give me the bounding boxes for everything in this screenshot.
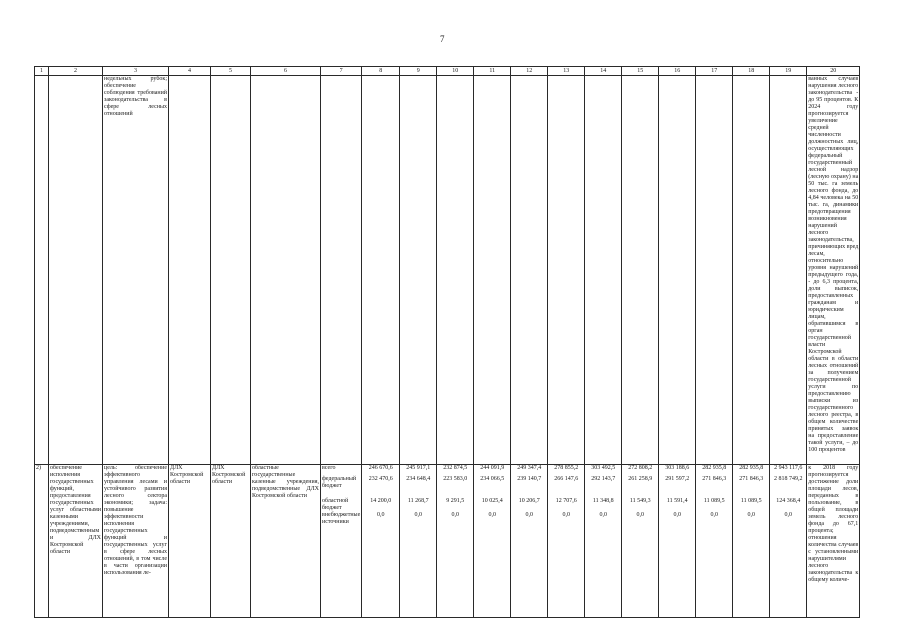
activity-cell: обеспечение исполнения государственных функций, предоставления государственных услуг областными казенными учреждениями, подведомственными ДЛХ Костромской области — [49, 465, 103, 618]
value-extra: 0,0 — [599, 512, 607, 518]
value-extra: 0,0 — [747, 512, 755, 518]
header-cell: 3 — [103, 67, 169, 76]
year-values-cell — [659, 465, 696, 618]
header-cell: 19 — [770, 67, 807, 76]
result-cell: к 2018 году прогнозируется достижение доли площади лесов, переданных в пользование, в общей площади земель лесного фонда до 67,1 процента; отношения количества случаев с установленными нарушителями лесного законодательства к общему количе- — [807, 465, 860, 618]
year-values-cell — [548, 465, 585, 618]
value-extra: 0,0 — [377, 512, 385, 518]
value-federal: 232 470,6 — [368, 476, 393, 482]
value-regional: 11 549,3 — [629, 498, 651, 504]
year-values-cell — [622, 465, 659, 618]
value-regional: 11 089,5 — [703, 498, 725, 504]
goal-cell: недельных рубок; обеспечение соблюдения требований законодательства в сфере лесных отношений — [103, 76, 169, 465]
table-cell — [733, 76, 770, 465]
header-cell: 15 — [622, 67, 659, 76]
value-total: 2 943 117,6 — [774, 465, 803, 471]
value-extra: 0,0 — [636, 512, 644, 518]
funding-sources-cell — [321, 465, 362, 618]
table-cell — [49, 76, 103, 465]
value-total: 232 874,5 — [443, 465, 468, 471]
value-extra: 0,0 — [525, 512, 533, 518]
page-number: 7 — [440, 34, 445, 44]
value-federal: 291 597,2 — [665, 476, 690, 482]
table-cell — [622, 76, 659, 465]
header-cell: 18 — [733, 67, 770, 76]
value-regional: 12 707,6 — [555, 498, 577, 504]
value-federal: 223 583,0 — [443, 476, 468, 482]
header-cell: 5 — [211, 67, 251, 76]
value-total: 282 935,8 — [739, 465, 764, 471]
table-cell — [770, 76, 807, 465]
value-federal: 261 258,9 — [628, 476, 653, 482]
header-cell: 14 — [585, 67, 622, 76]
value-federal: 292 143,7 — [591, 476, 616, 482]
table-cell — [169, 76, 211, 465]
header-cell: 6 — [251, 67, 321, 76]
header-cell: 2 — [49, 67, 103, 76]
year-values-cell — [733, 465, 770, 618]
table-cell — [211, 76, 251, 465]
row-number: 2) — [35, 465, 49, 618]
value-federal: 266 147,6 — [554, 476, 579, 482]
year-values-cell — [362, 465, 400, 618]
header-cell: 8 — [362, 67, 400, 76]
table-cell — [474, 76, 511, 465]
table-cell — [400, 76, 437, 465]
value-extra: 0,0 — [710, 512, 718, 518]
year-values-cell — [437, 465, 474, 618]
value-regional: 11 591,4 — [666, 498, 688, 504]
table-cell — [437, 76, 474, 465]
participants-cell: областные государственные казенные учреждения, подведомственные ДЛХ Костромской области — [251, 465, 321, 618]
header-cell: 4 — [169, 67, 211, 76]
value-regional: 14 200,0 — [370, 498, 392, 504]
value-extra: 0,0 — [784, 512, 792, 518]
value-regional: 11 268,7 — [407, 498, 429, 504]
header-cell: 7 — [321, 67, 362, 76]
value-regional: 124 368,4 — [776, 498, 801, 504]
value-total: 245 917,1 — [406, 465, 431, 471]
table-cell — [35, 76, 49, 465]
value-regional: 11 348,8 — [592, 498, 614, 504]
result-cell: ванных случаев нарушения лесного законодательства - до 95 процентов. К 2024 году прогнозируется увеличение средней численности должностных лиц, осуществляющих федеральный государственный лесной надзор (лесную охрану) на 50 тыс. га земель лесного фонда, до 4,84 человека на 50 тыс. га, динамики предотвращения возникновения нарушений лесного законодательства, причиняющих вред лесам, относительно уровня нарушений предыдущего года, - до 6,3 процента, доли выписок, предоставленных гражданам и юридическим лицам, обратившимся в орган государственной власти Костромской области в области лесных отношений за получением государственной услуги по предоставлению выписки из государственного лесного реестра, в общем количестве принятых заявок на предоставление такой услуги, – до 100 процентов — [807, 76, 860, 465]
header-cell: 13 — [548, 67, 585, 76]
table-cell — [696, 76, 733, 465]
value-total: 249 347,4 — [517, 465, 542, 471]
value-federal: 2 818 749,2 — [774, 476, 803, 482]
goal-cell: цель: обеспечение эффективного управления лесами и устойчивого развития лесного сектора экономики; задача: повышение эффективности исполнения государственных функций и государственных услуг в сфере лесных отношений, в том числе в части организации использования ле- — [103, 465, 169, 618]
value-federal: 271 846,3 — [702, 476, 727, 482]
value-total: 303 188,6 — [665, 465, 690, 471]
value-total: 246 670,6 — [368, 465, 393, 471]
value-total: 244 091,9 — [480, 465, 505, 471]
table-cell — [548, 76, 585, 465]
header-cell: 16 — [659, 67, 696, 76]
value-federal: 271 846,3 — [739, 476, 764, 482]
value-federal: 234 066,5 — [480, 476, 505, 482]
source-label: областной бюджет — [322, 498, 349, 511]
value-regional: 9 291,5 — [446, 498, 465, 504]
value-total: 282 935,8 — [702, 465, 727, 471]
value-extra: 0,0 — [673, 512, 681, 518]
table-row — [35, 76, 860, 465]
value-total: 303 492,5 — [591, 465, 616, 471]
header-cell: 11 — [474, 67, 511, 76]
table-cell — [659, 76, 696, 465]
value-extra: 0,0 — [562, 512, 570, 518]
value-federal: 234 648,4 — [406, 476, 431, 482]
header-row — [35, 67, 860, 76]
header-cell: 9 — [400, 67, 437, 76]
value-extra: 0,0 — [414, 512, 422, 518]
header-cell: 10 — [437, 67, 474, 76]
source-label: внебюджетные источники — [322, 512, 361, 525]
value-federal: 239 140,7 — [517, 476, 542, 482]
header-cell: 20 — [807, 67, 860, 76]
year-values-cell — [474, 465, 511, 618]
value-total: 272 808,2 — [628, 465, 653, 471]
source-label: всего — [322, 465, 336, 471]
value-regional: 10 025,4 — [481, 498, 503, 504]
source-label: федеральный бюджет — [322, 476, 357, 489]
value-total: 278 855,2 — [554, 465, 579, 471]
table-row — [35, 465, 860, 618]
table-cell — [511, 76, 548, 465]
year-values-cell — [696, 465, 733, 618]
header-cell: 17 — [696, 67, 733, 76]
table-cell — [362, 76, 400, 465]
year-values-cell — [585, 465, 622, 618]
table-cell — [321, 76, 362, 465]
header-cell: 12 — [511, 67, 548, 76]
value-extra: 0,0 — [488, 512, 496, 518]
year-values-cell — [400, 465, 437, 618]
program-table — [34, 66, 860, 618]
executor-cell: ДЛХ Костромской области — [169, 465, 211, 618]
coexecutor-cell: ДЛХ Костромской области — [211, 465, 251, 618]
year-values-cell — [511, 465, 548, 618]
value-regional: 10 206,7 — [518, 498, 540, 504]
value-extra: 0,0 — [451, 512, 459, 518]
table-cell — [251, 76, 321, 465]
total-values-cell — [770, 465, 807, 618]
header-cell: 1 — [35, 67, 49, 76]
table-cell — [585, 76, 622, 465]
value-regional: 11 089,5 — [740, 498, 762, 504]
